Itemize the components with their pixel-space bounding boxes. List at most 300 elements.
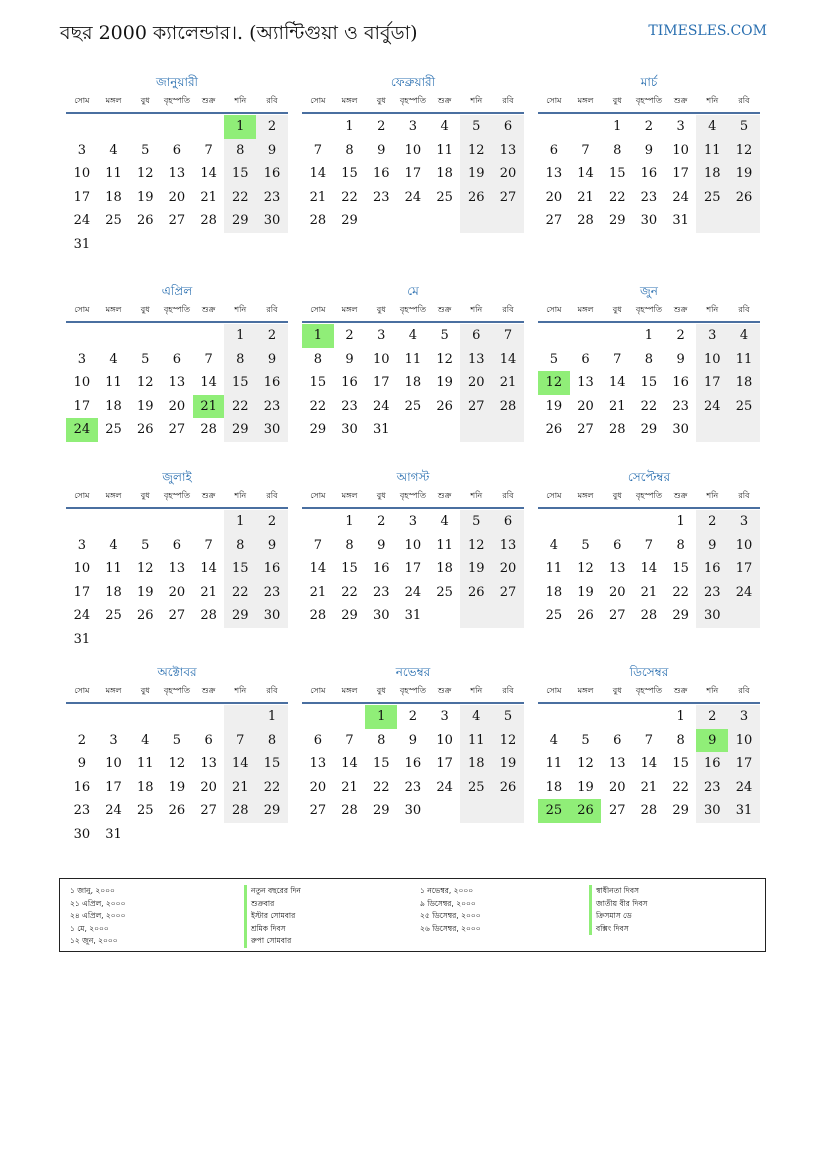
holiday-day-cell[interactable]: 1 (365, 705, 397, 729)
day-cell[interactable]: 5 (172, 732, 182, 748)
day-cell[interactable]: 3 (676, 119, 685, 134)
day-cell[interactable]: 31 (404, 608, 422, 623)
day-cell[interactable]: 12 (577, 756, 594, 771)
day-cell[interactable]: 4 (408, 328, 418, 343)
day-cell[interactable]: 2 (696, 705, 728, 729)
day-cell[interactable]: 4 (109, 351, 118, 367)
day-cell[interactable]: 5 (141, 537, 150, 553)
day-cell[interactable]: 14 (309, 166, 327, 181)
day-cell[interactable]: 13 (492, 139, 524, 163)
day-cell[interactable]: 14 (200, 561, 217, 576)
day-cell[interactable]: 29 (672, 803, 689, 818)
day-cell[interactable]: 8 (644, 351, 654, 367)
day-cell[interactable]: 23 (341, 398, 358, 414)
day-cell[interactable]: 19 (492, 752, 524, 776)
day-cell[interactable]: 16 (256, 371, 288, 395)
day-cell[interactable]: 6 (460, 324, 492, 348)
day-cell[interactable]: 20 (168, 398, 186, 414)
day-cell[interactable]: 12 (460, 139, 492, 163)
day-cell[interactable]: 29 (341, 213, 358, 228)
day-cell[interactable]: 14 (309, 561, 327, 576)
day-cell[interactable]: 5 (581, 732, 590, 748)
day-cell[interactable]: 16 (672, 375, 689, 390)
day-cell[interactable]: 29 (672, 608, 689, 623)
day-cell[interactable]: 15 (672, 561, 689, 576)
day-cell[interactable]: 23 (696, 776, 728, 800)
day-cell[interactable]: 24 (105, 803, 122, 818)
day-cell[interactable]: 3 (77, 142, 86, 158)
day-cell[interactable]: 1 (256, 705, 288, 729)
day-cell[interactable]: 16 (696, 752, 728, 776)
day-cell[interactable]: 12 (136, 561, 154, 576)
day-cell[interactable]: 26 (460, 186, 492, 210)
day-cell[interactable]: 5 (460, 115, 492, 139)
day-cell[interactable]: 28 (200, 213, 217, 228)
day-cell[interactable]: 18 (105, 189, 122, 205)
holiday-day-cell[interactable]: 24 (66, 418, 98, 442)
day-cell[interactable]: 11 (460, 729, 492, 753)
day-cell[interactable]: 17 (73, 189, 91, 205)
day-cell[interactable]: 22 (224, 395, 256, 419)
day-cell[interactable]: 4 (109, 537, 118, 553)
day-cell[interactable]: 28 (200, 608, 217, 623)
day-cell[interactable]: 3 (109, 732, 118, 748)
day-cell[interactable]: 29 (256, 799, 288, 823)
day-cell[interactable]: 13 (545, 166, 563, 181)
day-cell[interactable]: 18 (460, 752, 492, 776)
day-cell[interactable]: 15 (224, 557, 256, 581)
day-cell[interactable]: 7 (204, 351, 213, 367)
day-cell[interactable]: 4 (549, 732, 558, 748)
day-cell[interactable]: 18 (105, 398, 122, 414)
day-cell[interactable]: 6 (204, 732, 213, 748)
day-cell[interactable]: 25 (696, 186, 728, 210)
day-cell[interactable]: 4 (141, 732, 150, 748)
day-cell[interactable]: 24 (728, 776, 760, 800)
day-cell[interactable]: 25 (105, 422, 122, 437)
day-cell[interactable]: 15 (608, 166, 626, 181)
day-cell[interactable]: 29 (309, 422, 327, 437)
day-cell[interactable]: 6 (581, 351, 590, 367)
day-cell[interactable]: 11 (545, 561, 563, 576)
day-cell[interactable]: 27 (545, 213, 563, 228)
day-cell[interactable]: 10 (696, 348, 728, 372)
day-cell[interactable]: 8 (676, 732, 685, 748)
day-cell[interactable]: 26 (136, 608, 154, 623)
holiday-day-cell[interactable]: 25 (538, 799, 570, 823)
day-cell[interactable]: 23 (372, 189, 390, 205)
day-cell[interactable]: 11 (136, 756, 154, 771)
day-cell[interactable]: 25 (728, 395, 760, 419)
day-cell[interactable]: 2 (377, 119, 386, 134)
day-cell[interactable]: 16 (640, 166, 658, 181)
day-cell[interactable]: 29 (608, 213, 626, 228)
day-cell[interactable]: 25 (105, 608, 122, 623)
day-cell[interactable]: 30 (672, 422, 689, 437)
day-cell[interactable]: 23 (672, 398, 689, 414)
day-cell[interactable]: 24 (73, 213, 91, 228)
day-cell[interactable]: 9 (696, 534, 728, 558)
day-cell[interactable]: 28 (577, 213, 594, 228)
day-cell[interactable]: 13 (309, 756, 327, 771)
day-cell[interactable]: 17 (696, 371, 728, 395)
day-cell[interactable]: 11 (105, 375, 122, 390)
day-cell[interactable]: 22 (608, 189, 626, 205)
day-cell[interactable]: 25 (136, 803, 154, 818)
day-cell[interactable]: 2 (256, 115, 288, 139)
day-cell[interactable]: 5 (141, 351, 150, 367)
day-cell[interactable]: 15 (309, 375, 327, 390)
day-cell[interactable]: 2 (377, 514, 386, 529)
day-cell[interactable]: 27 (200, 803, 217, 818)
day-cell[interactable]: 14 (640, 561, 658, 576)
day-cell[interactable]: 9 (408, 732, 418, 748)
day-cell[interactable]: 7 (224, 729, 256, 753)
day-cell[interactable]: 30 (372, 608, 390, 623)
day-cell[interactable]: 29 (224, 209, 256, 233)
day-cell[interactable]: 26 (577, 608, 594, 623)
day-cell[interactable]: 12 (168, 756, 186, 771)
day-cell[interactable]: 30 (341, 422, 358, 437)
day-cell[interactable]: 15 (224, 371, 256, 395)
day-cell[interactable]: 9 (377, 537, 386, 553)
day-cell[interactable]: 7 (204, 142, 213, 158)
day-cell[interactable]: 22 (341, 584, 358, 600)
day-cell[interactable]: 24 (728, 581, 760, 605)
day-cell[interactable]: 3 (728, 510, 760, 534)
day-cell[interactable]: 16 (256, 162, 288, 186)
day-cell[interactable]: 20 (168, 189, 186, 205)
day-cell[interactable]: 24 (73, 608, 91, 623)
day-cell[interactable]: 2 (408, 709, 418, 724)
day-cell[interactable]: 28 (200, 422, 217, 437)
day-cell[interactable]: 15 (341, 166, 358, 181)
day-cell[interactable]: 3 (77, 351, 86, 367)
day-cell[interactable]: 31 (73, 631, 91, 647)
day-cell[interactable]: 23 (256, 186, 288, 210)
day-cell[interactable]: 7 (204, 537, 213, 553)
day-cell[interactable]: 18 (105, 584, 122, 600)
day-cell[interactable]: 8 (345, 142, 354, 158)
day-cell[interactable]: 11 (404, 351, 422, 367)
day-cell[interactable]: 25 (436, 189, 453, 205)
day-cell[interactable]: 8 (224, 139, 256, 163)
day-cell[interactable]: 3 (77, 537, 86, 553)
day-cell[interactable]: 6 (492, 510, 524, 534)
day-cell[interactable]: 18 (696, 162, 728, 186)
day-cell[interactable]: 24 (404, 189, 422, 205)
day-cell[interactable]: 21 (640, 779, 658, 795)
day-cell[interactable]: 3 (440, 709, 449, 724)
day-cell[interactable]: 25 (460, 776, 492, 800)
day-cell[interactable]: 7 (644, 732, 654, 748)
day-cell[interactable]: 6 (613, 732, 622, 748)
day-cell[interactable]: 6 (549, 142, 558, 158)
day-cell[interactable]: 16 (73, 779, 91, 795)
day-cell[interactable]: 23 (696, 581, 728, 605)
day-cell[interactable]: 11 (696, 139, 728, 163)
day-cell[interactable]: 6 (492, 115, 524, 139)
day-cell[interactable]: 16 (372, 166, 390, 181)
day-cell[interactable]: 9 (256, 534, 288, 558)
day-cell[interactable]: 30 (256, 418, 288, 442)
day-cell[interactable]: 21 (200, 584, 217, 600)
day-cell[interactable]: 14 (492, 348, 524, 372)
day-cell[interactable]: 29 (640, 422, 658, 437)
holiday-day-cell[interactable]: 12 (538, 371, 570, 395)
day-cell[interactable]: 10 (105, 756, 122, 771)
day-cell[interactable]: 21 (492, 371, 524, 395)
day-cell[interactable]: 15 (372, 756, 390, 771)
day-cell[interactable]: 9 (345, 351, 354, 367)
day-cell[interactable]: 21 (309, 584, 327, 600)
day-cell[interactable]: 16 (696, 557, 728, 581)
day-cell[interactable]: 28 (640, 803, 658, 818)
day-cell[interactable]: 8 (377, 732, 386, 748)
day-cell[interactable]: 26 (136, 422, 154, 437)
day-cell[interactable]: 19 (136, 584, 154, 600)
day-cell[interactable]: 31 (372, 422, 390, 437)
day-cell[interactable]: 27 (492, 186, 524, 210)
day-cell[interactable]: 19 (577, 584, 594, 600)
day-cell[interactable]: 18 (545, 584, 563, 600)
day-cell[interactable]: 22 (309, 398, 327, 414)
day-cell[interactable]: 6 (172, 537, 182, 553)
day-cell[interactable]: 8 (224, 534, 256, 558)
day-cell[interactable]: 11 (545, 756, 563, 771)
day-cell[interactable]: 21 (640, 584, 658, 600)
day-cell[interactable]: 26 (545, 422, 563, 437)
day-cell[interactable]: 31 (73, 236, 91, 252)
day-cell[interactable]: 23 (73, 803, 91, 818)
day-cell[interactable]: 11 (728, 348, 760, 372)
day-cell[interactable]: 19 (136, 398, 154, 414)
day-cell[interactable]: 9 (256, 139, 288, 163)
day-cell[interactable]: 10 (73, 166, 91, 181)
day-cell[interactable]: 21 (309, 189, 327, 205)
day-cell[interactable]: 5 (440, 328, 449, 343)
day-cell[interactable]: 28 (640, 608, 658, 623)
day-cell[interactable]: 10 (73, 561, 91, 576)
day-cell[interactable]: 23 (256, 581, 288, 605)
holiday-day-cell[interactable]: 1 (302, 324, 334, 348)
day-cell[interactable]: 18 (436, 561, 453, 576)
day-cell[interactable]: 26 (168, 803, 186, 818)
day-cell[interactable]: 17 (728, 557, 760, 581)
day-cell[interactable]: 5 (460, 510, 492, 534)
day-cell[interactable]: 17 (105, 779, 122, 795)
day-cell[interactable]: 20 (200, 779, 217, 795)
day-cell[interactable]: 31 (105, 826, 122, 842)
day-cell[interactable]: 27 (492, 581, 524, 605)
day-cell[interactable]: 17 (404, 561, 422, 576)
day-cell[interactable]: 8 (676, 537, 685, 553)
holiday-day-cell[interactable]: 21 (193, 395, 225, 419)
day-cell[interactable]: 10 (372, 351, 390, 367)
day-cell[interactable]: 13 (460, 348, 492, 372)
day-cell[interactable]: 7 (492, 324, 524, 348)
day-cell[interactable]: 20 (608, 584, 626, 600)
day-cell[interactable]: 4 (549, 537, 558, 553)
day-cell[interactable]: 23 (256, 395, 288, 419)
day-cell[interactable]: 18 (728, 371, 760, 395)
day-cell[interactable]: 28 (608, 422, 626, 437)
day-cell[interactable]: 12 (136, 166, 154, 181)
day-cell[interactable]: 20 (168, 584, 186, 600)
day-cell[interactable]: 13 (168, 561, 186, 576)
day-cell[interactable]: 19 (460, 162, 492, 186)
day-cell[interactable]: 22 (640, 398, 658, 414)
day-cell[interactable]: 18 (404, 375, 422, 390)
day-cell[interactable]: 19 (545, 398, 563, 414)
day-cell[interactable]: 19 (577, 779, 594, 795)
day-cell[interactable]: 30 (256, 604, 288, 628)
day-cell[interactable]: 12 (492, 729, 524, 753)
day-cell[interactable]: 30 (696, 604, 728, 628)
day-cell[interactable]: 19 (460, 557, 492, 581)
day-cell[interactable]: 28 (309, 608, 327, 623)
day-cell[interactable]: 2 (77, 732, 86, 748)
day-cell[interactable]: 27 (608, 803, 626, 818)
day-cell[interactable]: 21 (224, 776, 256, 800)
day-cell[interactable]: 29 (341, 608, 358, 623)
day-cell[interactable]: 4 (696, 115, 728, 139)
day-cell[interactable]: 28 (224, 799, 256, 823)
day-cell[interactable]: 29 (224, 418, 256, 442)
day-cell[interactable]: 29 (372, 803, 390, 818)
holiday-day-cell[interactable]: 9 (696, 729, 728, 753)
day-cell[interactable]: 9 (644, 142, 654, 158)
brand-link[interactable]: TIMESLES.COM (648, 23, 767, 39)
day-cell[interactable]: 10 (404, 537, 422, 553)
day-cell[interactable]: 14 (577, 166, 594, 181)
day-cell[interactable]: 19 (168, 779, 186, 795)
day-cell[interactable]: 21 (341, 779, 358, 795)
day-cell[interactable]: 9 (256, 348, 288, 372)
day-cell[interactable]: 27 (577, 422, 594, 437)
day-cell[interactable]: 15 (341, 561, 358, 576)
day-cell[interactable]: 26 (492, 776, 524, 800)
day-cell[interactable]: 3 (728, 705, 760, 729)
day-cell[interactable]: 2 (696, 510, 728, 534)
day-cell[interactable]: 20 (545, 189, 563, 205)
day-cell[interactable]: 22 (341, 189, 358, 205)
day-cell[interactable]: 3 (408, 514, 418, 529)
day-cell[interactable]: 2 (256, 510, 288, 534)
day-cell[interactable]: 14 (341, 756, 358, 771)
day-cell[interactable]: 15 (256, 752, 288, 776)
day-cell[interactable]: 15 (224, 162, 256, 186)
day-cell[interactable]: 31 (672, 213, 689, 228)
day-cell[interactable]: 8 (613, 142, 622, 158)
day-cell[interactable]: 10 (404, 142, 422, 158)
day-cell[interactable]: 3 (408, 119, 418, 134)
day-cell[interactable]: 20 (492, 557, 524, 581)
day-cell[interactable]: 21 (577, 189, 594, 205)
holiday-day-cell[interactable]: 26 (570, 799, 602, 823)
day-cell[interactable]: 14 (224, 752, 256, 776)
day-cell[interactable]: 2 (644, 119, 654, 134)
day-cell[interactable]: 23 (640, 189, 658, 205)
day-cell[interactable]: 30 (696, 799, 728, 823)
day-cell[interactable]: 23 (404, 779, 422, 795)
day-cell[interactable]: 14 (608, 375, 626, 390)
day-cell[interactable]: 30 (73, 826, 91, 842)
day-cell[interactable]: 23 (372, 584, 390, 600)
day-cell[interactable]: 2 (676, 328, 685, 343)
day-cell[interactable]: 13 (168, 375, 186, 390)
day-cell[interactable]: 17 (672, 166, 689, 181)
day-cell[interactable]: 22 (672, 779, 689, 795)
day-cell[interactable]: 25 (436, 584, 453, 600)
day-cell[interactable]: 29 (224, 604, 256, 628)
day-cell[interactable]: 17 (436, 756, 453, 771)
day-cell[interactable]: 12 (460, 534, 492, 558)
day-cell[interactable]: 30 (640, 213, 658, 228)
day-cell[interactable]: 7 (345, 732, 354, 748)
day-cell[interactable]: 11 (436, 537, 453, 553)
day-cell[interactable]: 28 (341, 803, 358, 818)
day-cell[interactable]: 10 (728, 534, 760, 558)
day-cell[interactable]: 20 (309, 779, 327, 795)
day-cell[interactable]: 19 (436, 375, 453, 390)
day-cell[interactable]: 26 (460, 581, 492, 605)
day-cell[interactable]: 7 (581, 142, 590, 158)
day-cell[interactable]: 17 (404, 166, 422, 181)
day-cell[interactable]: 8 (345, 537, 354, 553)
day-cell[interactable]: 1 (224, 324, 256, 348)
day-cell[interactable]: 14 (200, 375, 217, 390)
day-cell[interactable]: 1 (224, 510, 256, 534)
day-cell[interactable]: 4 (109, 142, 118, 158)
day-cell[interactable]: 25 (105, 213, 122, 228)
day-cell[interactable]: 1 (613, 119, 622, 134)
day-cell[interactable]: 7 (613, 351, 622, 367)
day-cell[interactable]: 18 (136, 779, 154, 795)
day-cell[interactable]: 16 (341, 375, 358, 390)
day-cell[interactable]: 5 (492, 705, 524, 729)
day-cell[interactable]: 27 (168, 422, 186, 437)
day-cell[interactable]: 13 (168, 166, 186, 181)
day-cell[interactable]: 30 (256, 209, 288, 233)
holiday-day-cell[interactable]: 1 (224, 115, 256, 139)
day-cell[interactable]: 12 (136, 375, 154, 390)
day-cell[interactable]: 19 (136, 189, 154, 205)
day-cell[interactable]: 17 (372, 375, 390, 390)
day-cell[interactable]: 7 (313, 142, 322, 158)
day-cell[interactable]: 8 (256, 729, 288, 753)
day-cell[interactable]: 16 (404, 756, 422, 771)
day-cell[interactable]: 14 (200, 166, 217, 181)
day-cell[interactable]: 13 (608, 756, 626, 771)
day-cell[interactable]: 5 (549, 351, 558, 367)
day-cell[interactable]: 17 (73, 584, 91, 600)
day-cell[interactable]: 27 (309, 803, 327, 818)
day-cell[interactable]: 13 (577, 375, 594, 390)
day-cell[interactable]: 9 (676, 351, 685, 367)
day-cell[interactable]: 10 (436, 732, 453, 748)
day-cell[interactable]: 27 (168, 213, 186, 228)
day-cell[interactable]: 3 (377, 328, 386, 343)
day-cell[interactable]: 24 (436, 779, 453, 795)
day-cell[interactable]: 11 (105, 561, 122, 576)
day-cell[interactable]: 18 (545, 779, 563, 795)
day-cell[interactable]: 6 (172, 351, 182, 367)
day-cell[interactable]: 11 (105, 166, 122, 181)
day-cell[interactable]: 15 (672, 756, 689, 771)
day-cell[interactable]: 6 (172, 142, 182, 158)
day-cell[interactable]: 21 (608, 398, 626, 414)
